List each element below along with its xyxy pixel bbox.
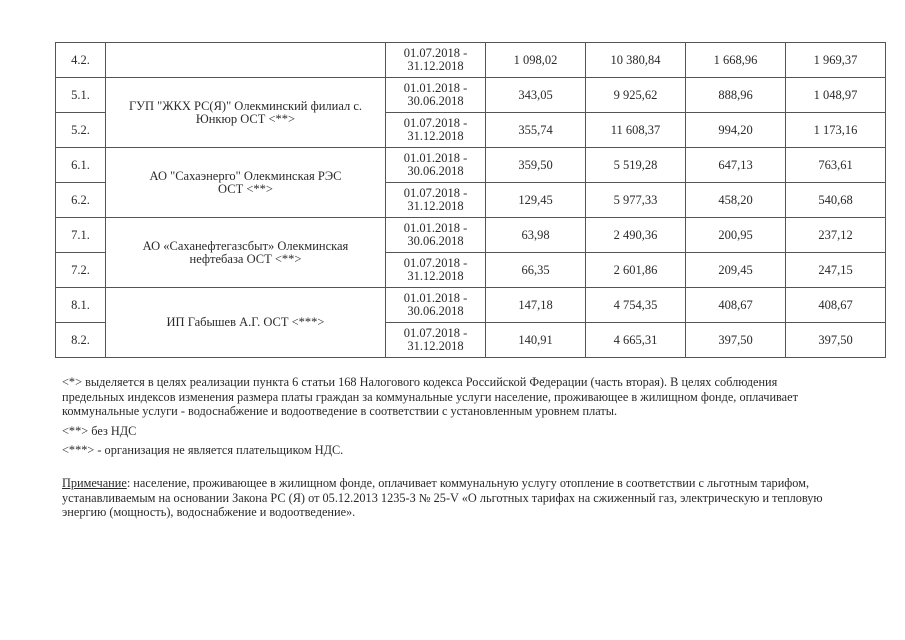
remark-label: Примечание [62, 476, 127, 490]
value-cell-2: 9 925,62 [586, 78, 686, 113]
organization-name-line: нефтебаза ОСТ <**> [189, 251, 302, 266]
footnote-vat [62, 375, 882, 419]
period-line: 01.01.2018 - [403, 151, 468, 165]
period-cell [386, 183, 486, 218]
organization-name [106, 78, 386, 148]
period-line: 01.07.2018 - [403, 256, 468, 270]
period-line: 01.07.2018 - [403, 46, 468, 60]
footnote-line: коммунальные услуги - водоснабжение и водоотведение в соответствии с установленным уровнем платы. [62, 404, 618, 418]
period-cell [386, 78, 486, 113]
value-cell-1: 66,35 [486, 253, 586, 288]
value-cell-2: 4 665,31 [586, 323, 686, 358]
value-cell-2: 5 519,28 [586, 148, 686, 183]
row-number: 8.1. [56, 288, 106, 323]
value-cell-3: 647,13 [686, 148, 786, 183]
row-number: 7.2. [56, 253, 106, 288]
table-row [56, 43, 886, 78]
value-cell-1: 355,74 [486, 113, 586, 148]
value-cell-2: 10 380,84 [586, 43, 686, 78]
value-cell-2: 4 754,35 [586, 288, 686, 323]
row-number: 4.2. [56, 43, 106, 78]
value-cell-1: 147,18 [486, 288, 586, 323]
value-cell-2: 2 490,36 [586, 218, 686, 253]
organization-name-line: ГУП "ЖКХ РС(Я)" Олекминский филиал с. [128, 98, 363, 113]
period-cell [386, 323, 486, 358]
period-line: 01.07.2018 - [403, 326, 468, 340]
value-cell-4: 540,68 [786, 183, 886, 218]
period-line: 01.01.2018 - [403, 81, 468, 95]
period-line: 30.06.2018 [407, 164, 464, 178]
period-line: 01.07.2018 - [403, 186, 468, 200]
period-cell [386, 218, 486, 253]
organization-name-line: АО «Саханефтегазсбыт» Олекминская [142, 238, 349, 253]
value-cell-3: 888,96 [686, 78, 786, 113]
value-cell-3: 200,95 [686, 218, 786, 253]
footnotes [62, 375, 882, 463]
row-number: 8.2. [56, 323, 106, 358]
value-cell-1: 343,05 [486, 78, 586, 113]
period-cell [386, 113, 486, 148]
row-number: 7.1. [56, 218, 106, 253]
period-cell [386, 288, 486, 323]
period-line: 31.12.2018 [407, 199, 464, 213]
remark [62, 476, 882, 520]
footnote-no-vat: <**> без НДС [62, 423, 137, 438]
value-cell-1: 63,98 [486, 218, 586, 253]
remark-line: устанавливаемым на основании Закона РС (Я) от 05.12.2013 1235-З № 25-V «О льготных тарифах на сжиженный газ, электрическую и тепловую [62, 490, 823, 505]
value-cell-3: 397,50 [686, 323, 786, 358]
value-cell-3: 994,20 [686, 113, 786, 148]
period-line: 30.06.2018 [407, 234, 464, 248]
organization-name-line: ИП Габышев А.Г. ОСТ <***> [166, 315, 325, 329]
period-line: 01.01.2018 - [403, 291, 468, 305]
value-cell-4: 408,67 [786, 288, 886, 323]
organization-name-line: АО "Сахаэнерго" Олекминская РЭС [149, 168, 342, 183]
value-cell-4: 247,15 [786, 253, 886, 288]
value-cell-1: 140,91 [486, 323, 586, 358]
value-cell-2: 11 608,37 [586, 113, 686, 148]
value-cell-3: 408,67 [686, 288, 786, 323]
value-cell-3: 458,20 [686, 183, 786, 218]
period-line: 01.07.2018 - [403, 116, 468, 130]
organization-name-line: ОСТ <**> [218, 181, 273, 196]
organization-name [106, 218, 386, 288]
period-cell [386, 148, 486, 183]
value-cell-4: 237,12 [786, 218, 886, 253]
period-cell [386, 43, 486, 78]
period-line: 31.12.2018 [407, 129, 464, 143]
table-row [56, 288, 886, 323]
footnote-not-payer: <***> - организация не является плательщиком НДС. [62, 443, 344, 457]
row-number: 5.2. [56, 113, 106, 148]
table-body [56, 43, 886, 358]
value-cell-4: 397,50 [786, 323, 886, 358]
value-cell-4: 763,61 [786, 148, 886, 183]
footnote-line: <*> выделяется в целях реализации пункта 6 статьи 168 Налогового кодекса Российской Федерации (часть вторая). В целях соблюдения [62, 375, 778, 389]
tariff-table [55, 42, 886, 358]
value-cell-4: 1 969,37 [786, 43, 886, 78]
table-row [56, 148, 886, 183]
footnote-line: предельных индексов изменения размера платы граждан за коммунальные услуги население, проживающее в жилищном фонде, оплачивает [62, 389, 798, 404]
organization-name [106, 288, 386, 358]
period-cell [386, 253, 486, 288]
period-line: 31.12.2018 [407, 339, 464, 353]
value-cell-3: 1 668,96 [686, 43, 786, 78]
value-cell-4: 1 048,97 [786, 78, 886, 113]
period-line: 31.12.2018 [407, 59, 464, 73]
table-row [56, 78, 886, 113]
value-cell-2: 5 977,33 [586, 183, 686, 218]
remark-line: энергию (мощность), водоснабжение и водоотведение». [62, 505, 356, 519]
period-line: 01.01.2018 - [403, 221, 468, 235]
remark-line: : население, проживающее в жилищном фонде, оплачивает коммунальную услугу отопление в соответствии с льготным тарифом, [126, 476, 810, 490]
value-cell-1: 359,50 [486, 148, 586, 183]
row-number: 6.2. [56, 183, 106, 218]
row-number: 6.1. [56, 148, 106, 183]
organization-name-line: Юнкюр ОСТ <**> [195, 111, 296, 126]
value-cell-2: 2 601,86 [586, 253, 686, 288]
table-row [56, 218, 886, 253]
organization-name [106, 148, 386, 218]
period-line: 31.12.2018 [407, 269, 464, 283]
row-number: 5.1. [56, 78, 106, 113]
value-cell-3: 209,45 [686, 253, 786, 288]
value-cell-4: 1 173,16 [786, 113, 886, 148]
organization-cell-empty [106, 43, 386, 78]
period-line: 30.06.2018 [407, 94, 464, 108]
value-cell-1: 1 098,02 [486, 43, 586, 78]
value-cell-1: 129,45 [486, 183, 586, 218]
period-line: 30.06.2018 [407, 304, 464, 318]
